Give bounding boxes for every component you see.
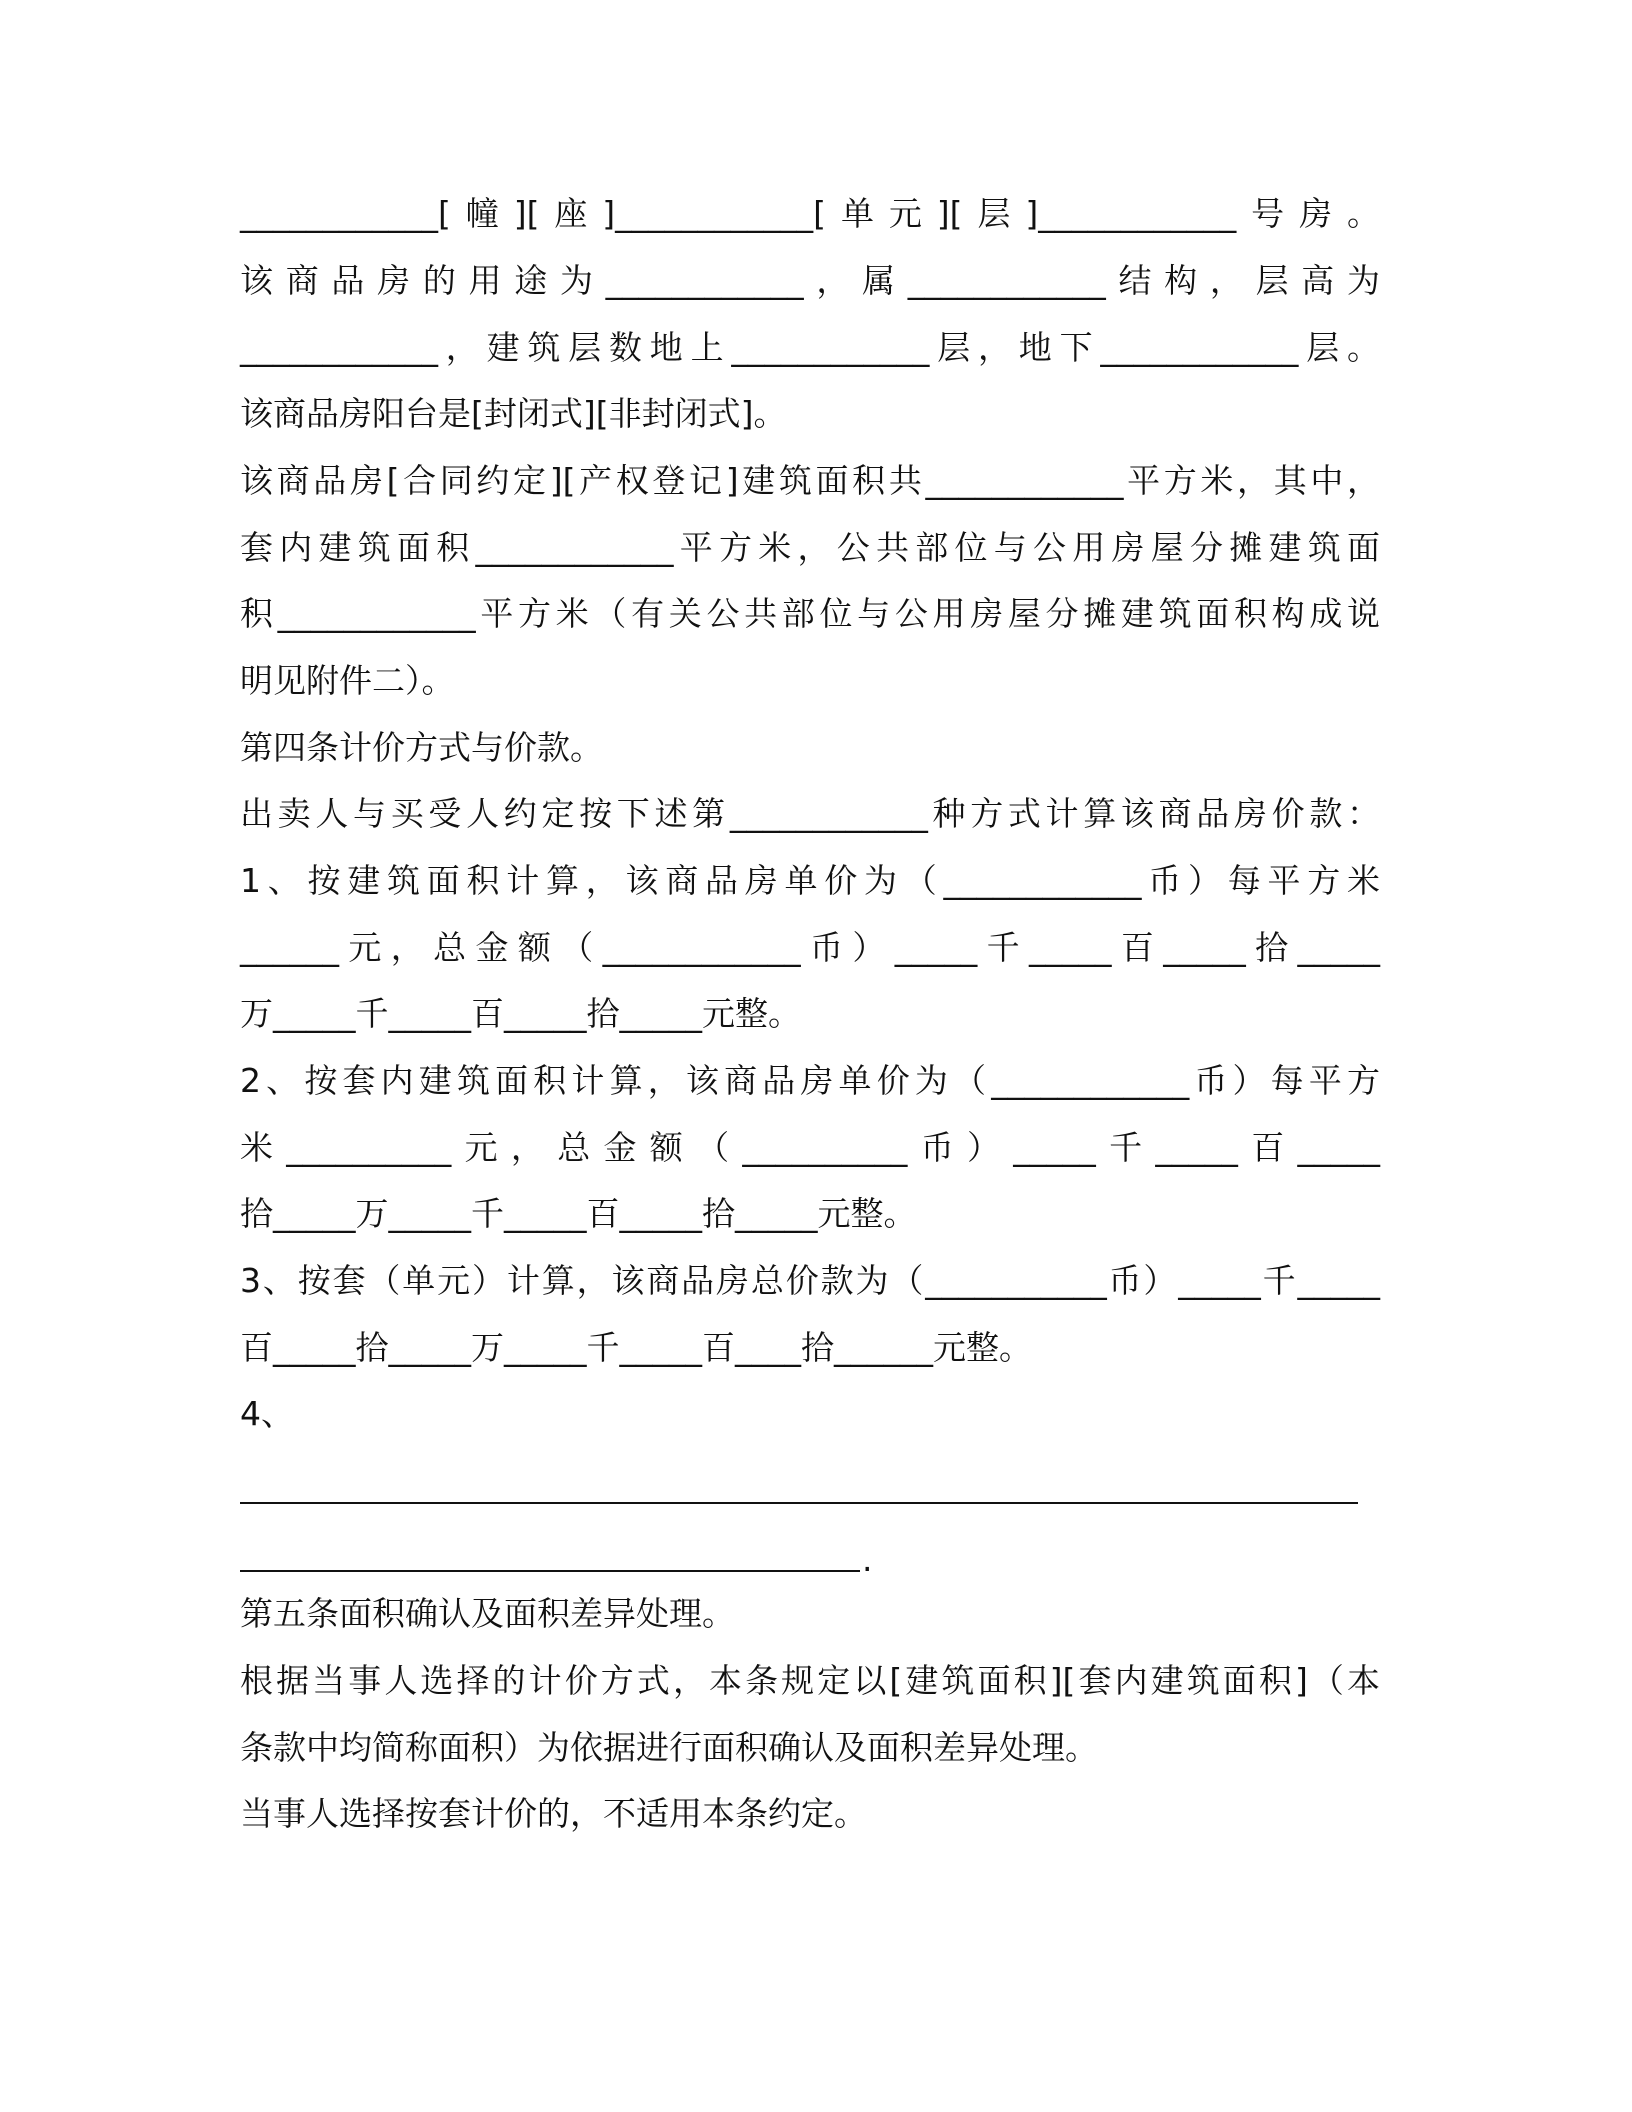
balcony-line: 该商品房阳台是[封闭式][非封闭式]。 [240, 394, 787, 433]
method-4-label: 4、 [240, 1394, 294, 1433]
area-confirm-line-2: 条款中均简称面积）为依据进行面积确认及面积差异处理。 [240, 1728, 1098, 1767]
area-line-1: 该商品房[合同约定][产权登记]建筑面积共____________平方米，其中， [240, 461, 1380, 500]
method-3-line-1: 3、按套（单元）计算，该商品房总价款为（___________币）_____千_____ [240, 1261, 1380, 1300]
floors-line: ____________，建筑层数地上____________层，地下____________层。 [240, 328, 1380, 367]
area-confirm-line-3: 当事人选择按套计价的，不适用本条约定。 [240, 1794, 867, 1833]
area-line-3: 积____________平方米（有关公共部位与公用房屋分摊建筑面积构成说 [240, 594, 1380, 633]
area-confirm-line-1: 根据当事人选择的计价方式，本条规定以[建筑面积][套内建筑面积]（本 [240, 1661, 1380, 1700]
method-2-line-2: 米__________元，总金额（__________币）_____千_____百_____ [240, 1128, 1380, 1167]
method-1-line-1: 1、按建筑面积计算，该商品房单价为（____________币）每平方米 [240, 861, 1380, 900]
method-1-line-2: ______元，总金额（____________币）_____千_____百_____拾_____ [240, 928, 1380, 967]
pricing-method-line: 出卖人与买受人约定按下述第____________种方式计算该商品房价款： [240, 794, 1380, 833]
method-4-end-period: . [862, 1540, 873, 1579]
method-2-line-3: 拾_____万_____千_____百_____拾_____元整。 [240, 1194, 917, 1233]
method-3-line-2: 百_____拾_____万_____千_____百____拾______元整。 [240, 1328, 1032, 1367]
article-5-heading: 第五条面积确认及面积差异处理。 [240, 1594, 735, 1633]
method-4-blank-line-2 [240, 1570, 860, 1572]
article-4-heading: 第四条计价方式与价款。 [240, 728, 603, 767]
usage-structure-line: 该商品房的用途为____________，属____________结构，层高为 [240, 261, 1380, 300]
method-2-line-1: 2、按套内建筑面积计算，该商品房单价为（____________币）每平方 [240, 1061, 1380, 1100]
method-1-line-3: 万_____千_____百_____拾_____元整。 [240, 994, 801, 1033]
method-4-blank-line-1 [240, 1502, 1358, 1504]
room-number-line: ____________[幢][座]____________[单元][层]____________号房。 [240, 194, 1380, 233]
area-line-4: 明见附件二）。 [240, 661, 455, 700]
area-line-2: 套内建筑面积____________平方米，公共部位与公用房屋分摊建筑面 [240, 528, 1380, 567]
